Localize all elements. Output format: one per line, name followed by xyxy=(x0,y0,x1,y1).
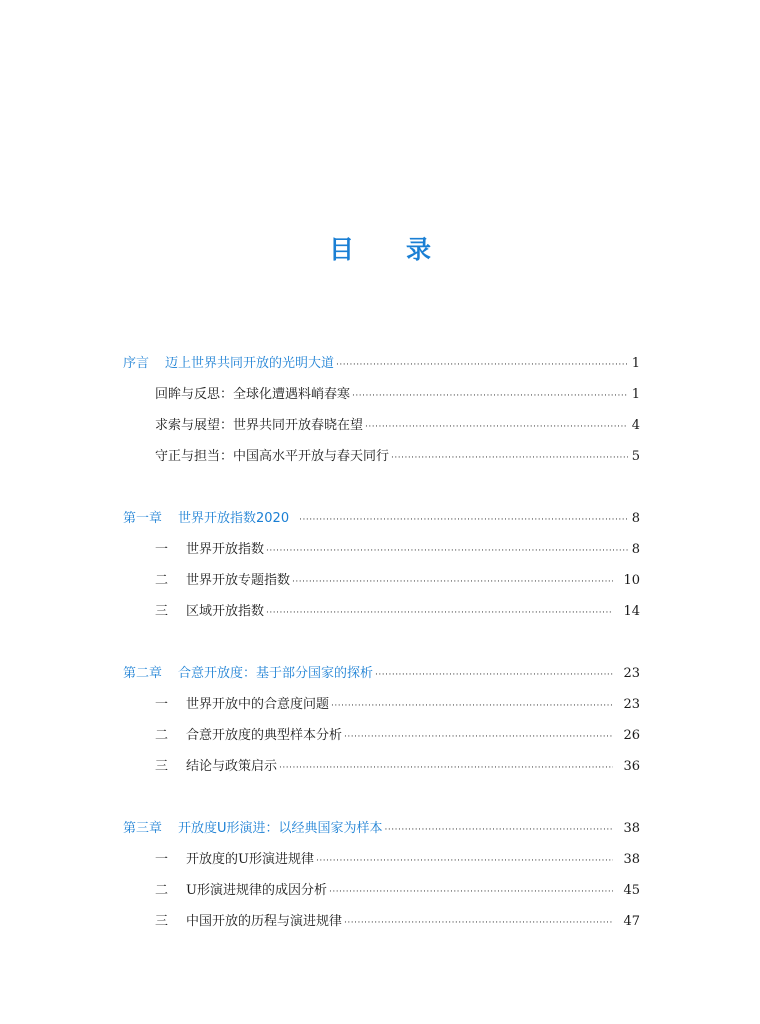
section-title: 守正与担当：中国高水平开放与春天同行 xyxy=(155,449,390,464)
section-number: 二 xyxy=(155,728,169,743)
toc-entry-label xyxy=(155,913,342,931)
toc-entry-preface[interactable] xyxy=(123,355,640,373)
chapter-title: 合意开放度：基于部分国家的探析 xyxy=(178,666,374,681)
title-char-1: 目 xyxy=(328,235,354,264)
dot-leader xyxy=(336,355,628,374)
toc-entry[interactable] xyxy=(155,386,640,404)
toc-entry-label xyxy=(123,355,334,373)
dot-leader xyxy=(344,727,613,746)
section-title: 回眸与反思：全球化遭遇料峭春寒 xyxy=(155,387,351,402)
toc-entry-chapter-2[interactable] xyxy=(123,665,640,683)
dot-leader xyxy=(266,541,628,560)
toc-entry[interactable] xyxy=(155,541,640,559)
chapter-title: 迈上世界共同开放的光明大道 xyxy=(165,356,335,371)
page-number: 8 xyxy=(631,511,640,526)
title-char-2: 录 xyxy=(406,235,432,264)
toc-entry[interactable] xyxy=(155,572,640,590)
dot-leader xyxy=(266,603,613,622)
page-number: 45 xyxy=(623,883,640,898)
dot-leader xyxy=(344,913,613,932)
toc-entry-label xyxy=(155,758,277,776)
page-number: 47 xyxy=(623,914,640,929)
section-number: 三 xyxy=(155,604,169,619)
page-number: 1 xyxy=(631,387,640,402)
toc-entry-label xyxy=(155,696,329,714)
section-title: 合意开放度的典型样本分析 xyxy=(186,728,343,743)
chapter-number: 序言 xyxy=(123,356,150,371)
section-title: U形演进规律的成因分析 xyxy=(186,883,327,898)
page-number: 26 xyxy=(623,728,640,743)
toc-entry[interactable] xyxy=(155,913,640,931)
page-number: 14 xyxy=(623,604,640,619)
section-title: 开放度的U形演进规律 xyxy=(186,852,314,867)
section-number: 一 xyxy=(155,852,169,867)
chapter-number: 第二章 xyxy=(123,666,163,681)
chapter-title: 世界开放指数2020 xyxy=(178,511,290,526)
section-number: 二 xyxy=(155,883,169,898)
toc-entry[interactable] xyxy=(155,417,640,435)
toc-entry-label xyxy=(155,851,314,869)
page-number: 23 xyxy=(623,697,640,712)
page-number: 1 xyxy=(631,356,640,371)
page-number: 8 xyxy=(631,542,640,557)
chapter-number: 第一章 xyxy=(123,511,163,526)
toc-entry[interactable] xyxy=(155,851,640,869)
page-number: 10 xyxy=(623,573,640,588)
toc-entry[interactable] xyxy=(155,882,640,900)
page-number: 38 xyxy=(623,821,640,836)
dot-leader xyxy=(329,882,613,901)
toc-entry[interactable] xyxy=(155,603,640,621)
dot-leader xyxy=(375,665,613,684)
toc-entry-label xyxy=(155,727,342,745)
chapter-number: 第三章 xyxy=(123,821,163,836)
section-title: 世界开放专题指数 xyxy=(186,573,291,588)
toc-entry-label xyxy=(123,665,373,683)
section-number: 一 xyxy=(155,542,169,557)
section-number: 二 xyxy=(155,573,169,588)
section-number: 三 xyxy=(155,914,169,929)
toc-entry-label xyxy=(123,510,289,528)
dot-leader xyxy=(292,572,613,591)
toc-entry[interactable] xyxy=(155,696,640,714)
dot-leader xyxy=(316,851,613,870)
toc-entry-label xyxy=(155,541,264,559)
dot-leader xyxy=(352,386,628,405)
section-title: 求索与展望：世界共同开放春晓在望 xyxy=(155,418,364,433)
page-number: 38 xyxy=(623,852,640,867)
page-number: 5 xyxy=(631,449,640,464)
dot-leader xyxy=(385,820,614,839)
toc-entry-label xyxy=(123,820,383,838)
chapter-title: 开放度U形演进：以经典国家为样本 xyxy=(178,821,383,836)
toc-entry-label xyxy=(155,603,264,621)
section-title: 结论与政策启示 xyxy=(186,759,278,774)
section-title: 中国开放的历程与演进规律 xyxy=(186,914,343,929)
toc-entry-label xyxy=(155,572,290,590)
page-number: 4 xyxy=(631,418,640,433)
toc-entry-chapter-3[interactable] xyxy=(123,820,640,838)
page-number: 23 xyxy=(623,666,640,681)
toc-entry[interactable] xyxy=(155,448,640,466)
toc-entry-label xyxy=(155,882,327,900)
dot-leader xyxy=(279,758,613,777)
dot-leader xyxy=(299,510,628,529)
section-title: 区域开放指数 xyxy=(186,604,265,619)
toc-entry[interactable] xyxy=(155,758,640,776)
section-number: 三 xyxy=(155,759,169,774)
dot-leader xyxy=(365,417,628,436)
dot-leader xyxy=(331,696,613,715)
toc-entry[interactable] xyxy=(155,727,640,745)
section-number: 一 xyxy=(155,697,169,712)
toc-entry-chapter-1[interactable] xyxy=(123,510,640,528)
section-title: 世界开放指数 xyxy=(186,542,265,557)
dot-leader xyxy=(391,448,628,467)
page-number: 36 xyxy=(623,759,640,774)
section-title: 世界开放中的合意度问题 xyxy=(186,697,330,712)
